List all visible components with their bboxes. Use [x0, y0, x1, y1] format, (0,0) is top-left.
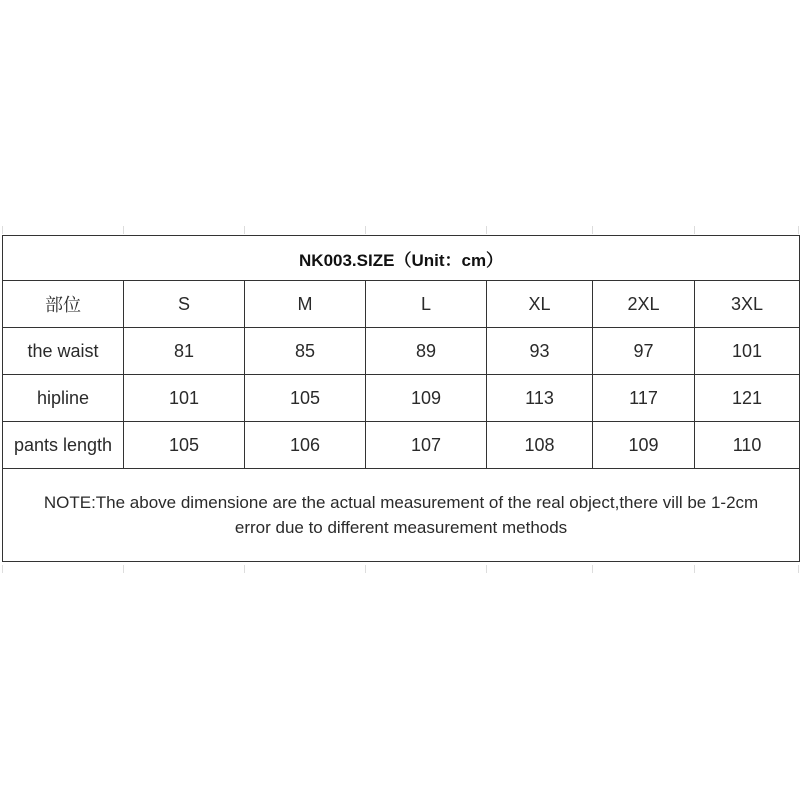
- guide-tick: [486, 226, 487, 234]
- size-header-cell: S: [124, 281, 245, 328]
- table-title: NK003.SIZE（Unit：cm）: [3, 236, 800, 281]
- guide-tick: [365, 226, 366, 234]
- guide-tick: [694, 565, 695, 573]
- size-header-cell: 3XL: [695, 281, 800, 328]
- row-label-cell: the waist: [3, 328, 124, 375]
- guide-tick: [244, 565, 245, 573]
- value-cell: 107: [366, 422, 487, 469]
- value-cell: 105: [245, 375, 366, 422]
- size-header-cell: XL: [487, 281, 593, 328]
- value-cell: 109: [593, 422, 695, 469]
- value-cell: 117: [593, 375, 695, 422]
- note-row: [3, 469, 800, 562]
- value-cell: 93: [487, 328, 593, 375]
- guide-tick: [123, 565, 124, 573]
- size-header-cell: 2XL: [593, 281, 695, 328]
- size-header-row: [3, 281, 800, 328]
- size-header-cell: M: [245, 281, 366, 328]
- row-label-cell: hipline: [3, 375, 124, 422]
- value-cell: 97: [593, 328, 695, 375]
- part-header-cell: 部位: [3, 281, 124, 328]
- guide-tick: [2, 565, 3, 573]
- table-row: [3, 328, 800, 375]
- value-cell: 108: [487, 422, 593, 469]
- title-row: [3, 236, 800, 281]
- guide-tick: [244, 226, 245, 234]
- note-cell: [3, 469, 800, 562]
- guide-tick: [694, 226, 695, 234]
- size-chart-table: [2, 235, 800, 562]
- guide-tick: [486, 565, 487, 573]
- value-cell: 110: [695, 422, 800, 469]
- value-cell: 121: [695, 375, 800, 422]
- value-cell: 113: [487, 375, 593, 422]
- row-label-cell: pants length: [3, 422, 124, 469]
- note-text: error due to different measurement methods: [234, 518, 568, 537]
- guide-tick: [592, 226, 593, 234]
- value-cell: 109: [366, 375, 487, 422]
- value-cell: 101: [695, 328, 800, 375]
- value-cell: 85: [245, 328, 366, 375]
- value-cell: 106: [245, 422, 366, 469]
- note-text: NOTE:The above dimensione are the actual measurement of the real object,there vill be 1-2cm: [43, 493, 759, 512]
- table-row: [3, 375, 800, 422]
- value-cell: 89: [366, 328, 487, 375]
- table-row: [3, 422, 800, 469]
- guide-tick: [123, 226, 124, 234]
- value-cell: 105: [124, 422, 245, 469]
- value-cell: 81: [124, 328, 245, 375]
- value-cell: 101: [124, 375, 245, 422]
- guide-tick: [798, 226, 799, 234]
- size-header-cell: L: [366, 281, 487, 328]
- guide-tick: [365, 565, 366, 573]
- guide-tick: [592, 565, 593, 573]
- guide-tick: [2, 226, 3, 234]
- guide-tick: [798, 565, 799, 573]
